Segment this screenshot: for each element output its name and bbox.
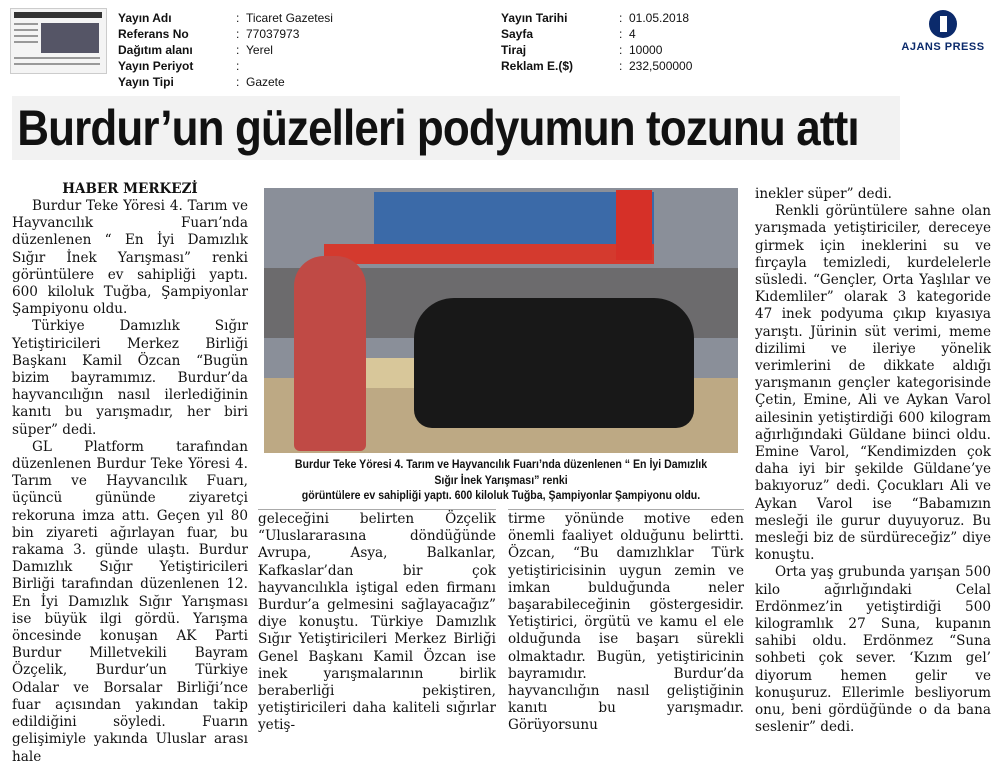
- paragraph: Burdur Teke Yöresi 4. Tarım ve Hayvancılık Fuarı’nda düzenlenen “ En İyi Damızlık Sığır İnek Yarışması” renki görüntülere ev sahipliği yaptı. 600 kiloluk Tuğba, Şampiyonlar Şampiyonu oldu.: [12, 198, 248, 318]
- photo-caption: [264, 458, 738, 505]
- headline-band: [12, 96, 900, 160]
- meta-row: [118, 74, 333, 90]
- article-column-1: [12, 180, 248, 766]
- meta-row: [501, 10, 692, 26]
- caption-line: Burdur Teke Yöresi 4. Tarım ve Hayvancılık Fuarı’nda düzenlenen “ En İyi Damızlık Sığır İnek Yarışması” renki: [294, 459, 708, 487]
- article-byline: HABER MERKEZİ: [62, 181, 198, 197]
- meta-row: [501, 58, 692, 74]
- meta-separator: :: [619, 27, 623, 41]
- meta-label: Sayfa: [501, 27, 534, 41]
- meta-value: Ticaret Gazetesi: [246, 11, 333, 25]
- clip-meta-left: [118, 10, 333, 90]
- clip-meta-right: [501, 10, 692, 74]
- article-column-2: [258, 511, 496, 735]
- meta-separator: :: [619, 11, 623, 25]
- meta-value: 232,500000: [629, 59, 693, 73]
- clipping-thumbnail: [10, 8, 107, 74]
- meta-label: Reklam E.($): [501, 59, 574, 73]
- meta-label: Yayın Tipi: [118, 75, 174, 89]
- paragraph: Renkli görüntülere sahne olan yarışmada yetiştiriciler, dereceye girmek için ineklerini su ve fırçayla temizledi, kurdelelerle süsledi. “Gençler, Orta Yaşlılar ve Kıdemliler” olarak 3 kategoride 47 inek podyuma çıkıp kıyasıya yarıştı. Jürinin süt verimi, meme dizilimi ve ileriye yönelik verimlerini de dikkate aldığı yarışmanın gençler kategorisinde Çetin, Emine, Ali ve Aykan Varol ailesinin yetiştirdiği 600 kilogram ağırlığındaki Güldane biinci oldu. Emine Varol, “Kendimizden çok daha iyi bir şekilde Güldane’ye bakıyoruz” dedi. Çocukları Ali ve Aykan Varol ise “Babamızın mesleği ile gurur duyuyoruz. Bu mesleği biz de sürdüreceğiz” diye konuştu.: [755, 203, 991, 564]
- column-divider: [258, 509, 496, 510]
- meta-separator: :: [236, 27, 240, 41]
- paragraph: tirme yönünde motive eden önemli faaliyet olduğunu belirtti. Özcan, “Bu damızlıklar Türk yetiştiricisinin uygun zemin ve imkan bulduğunda neler başarabileceğinin göstergesidir. Yetiştirici, örgütü ve kamu el ele olduğunda ise başarı sürekli olmaktadır. Bugün, yetiştiricinin bayramıdır. Burdur’da hayvancılığın nasıl geliştiğinin kanıtı bu yarışmadır. Görüyorsunu: [508, 511, 744, 734]
- caption-line: görüntülere ev sahipliği yaptı. 600 kiloluk Tuğba, Şampiyonlar Şampiyonu oldu.: [301, 490, 701, 502]
- meta-label: Referans No: [118, 27, 189, 41]
- meta-separator: :: [236, 59, 240, 73]
- meta-separator: :: [236, 43, 240, 57]
- meta-label: Dağıtım alanı: [118, 43, 193, 57]
- meta-value: 4: [629, 27, 636, 41]
- logo-mark-icon: [929, 10, 957, 38]
- meta-label: Tiraj: [501, 43, 527, 57]
- meta-label: Yayın Adı: [118, 11, 172, 25]
- meta-separator: :: [236, 11, 240, 25]
- meta-row: [501, 42, 692, 58]
- meta-value: Gazete: [246, 75, 285, 89]
- meta-value: 01.05.2018: [629, 11, 690, 25]
- meta-row: [118, 10, 333, 26]
- paragraph: GL Platform tarafından düzenlenen Burdur Teke Yöresi 4. Tarım ve Hayvancılık Fuarı, üçüncü gününde ziyaretçi rekoruna imza attı. Geçen yıl 80 bin ziyareti ağırlayan fuar, bu rakama 3. günde ulaştı. Burdur Damızlık Sığır Yetiştiricileri Birliği tarafından düzenlenen 12. En İyi Damızlık Sığır Yarışması ise büyük ilgi gördü. Yarışma öncesinde konuşan AK Parti Burdur Milletvekili Bayram Özçelik, Burdur’un Türkiye Odalar ve Borsalar Birliği’nce fuar açısından yakından takip edildiğini söyledi. Fuarın gelişimiyle yakında Uluslar arası hale: [12, 438, 248, 765]
- logo-text: AJANS PRESS: [901, 41, 985, 53]
- person-figure: [294, 256, 366, 451]
- cow-figure: [414, 298, 694, 428]
- paragraph: Orta yaş grubunda yarışan 500 kilo ağırlığındaki Celal Erdönmez’in yetiştirdiği 500 kilogramlık 27 Suna, kupanın sahibi oldu. Erdönmez “Suna sohbeti çok sever. ‘Kızım gel’ diyorum hemen gelir ve konuşuruz. Ellerimle besliyorum onu, beni gördüğünde o da bana seslenir” dedi.: [755, 564, 991, 736]
- meta-label: Yayın Tarihi: [501, 11, 568, 25]
- meta-separator: :: [236, 75, 240, 89]
- paragraph: inekler süper” dedi.: [755, 186, 892, 202]
- meta-row: [501, 26, 692, 42]
- meta-value: Yerel: [246, 43, 273, 57]
- article-column-3: [508, 511, 744, 735]
- paragraph: geleceğini belirten Özçelik “Uluslararasına döndüğünde Avrupa, Asya, Balkanlar, Kafkaslar’dan bir çok hayvancılıkla iştigal eden firmanı Burdur’a gelmesini sağlayacağız” diye konuştu. Türkiye Damızlık Sığır Yetiştiricileri Merkez Birliği Genel Başkanı Kamil Özcan ise inek yarışmalarının birlik beraberliği pekiştiren, yetiştiricileri daha kaliteli sığırlar yetiş-: [258, 511, 496, 734]
- meta-value: 77037973: [246, 27, 300, 41]
- meta-row: [118, 26, 333, 42]
- article-column-4: [755, 186, 991, 737]
- column-divider: [508, 509, 744, 510]
- article-headline: Burdur’un güzelleri podyumun tozunu attı: [17, 100, 859, 156]
- meta-row: [118, 58, 333, 74]
- agency-logo: [893, 10, 993, 55]
- meta-value: 10000: [629, 43, 663, 57]
- meta-label: Yayın Periyot: [118, 59, 194, 73]
- meta-row: [118, 42, 333, 58]
- article-photo: [264, 188, 738, 453]
- paragraph: Türkiye Damızlık Sığır Yetiştiricileri Merkez Birliği Başkanı Kamil Özcan “Bugün bizim bayramımız. Burdur’da hayvancılığın nasıl ilerlediğinin kanıtı bu yarışmadır, her biri süper” dedi.: [12, 318, 248, 438]
- meta-separator: :: [619, 59, 623, 73]
- meta-separator: :: [619, 43, 623, 57]
